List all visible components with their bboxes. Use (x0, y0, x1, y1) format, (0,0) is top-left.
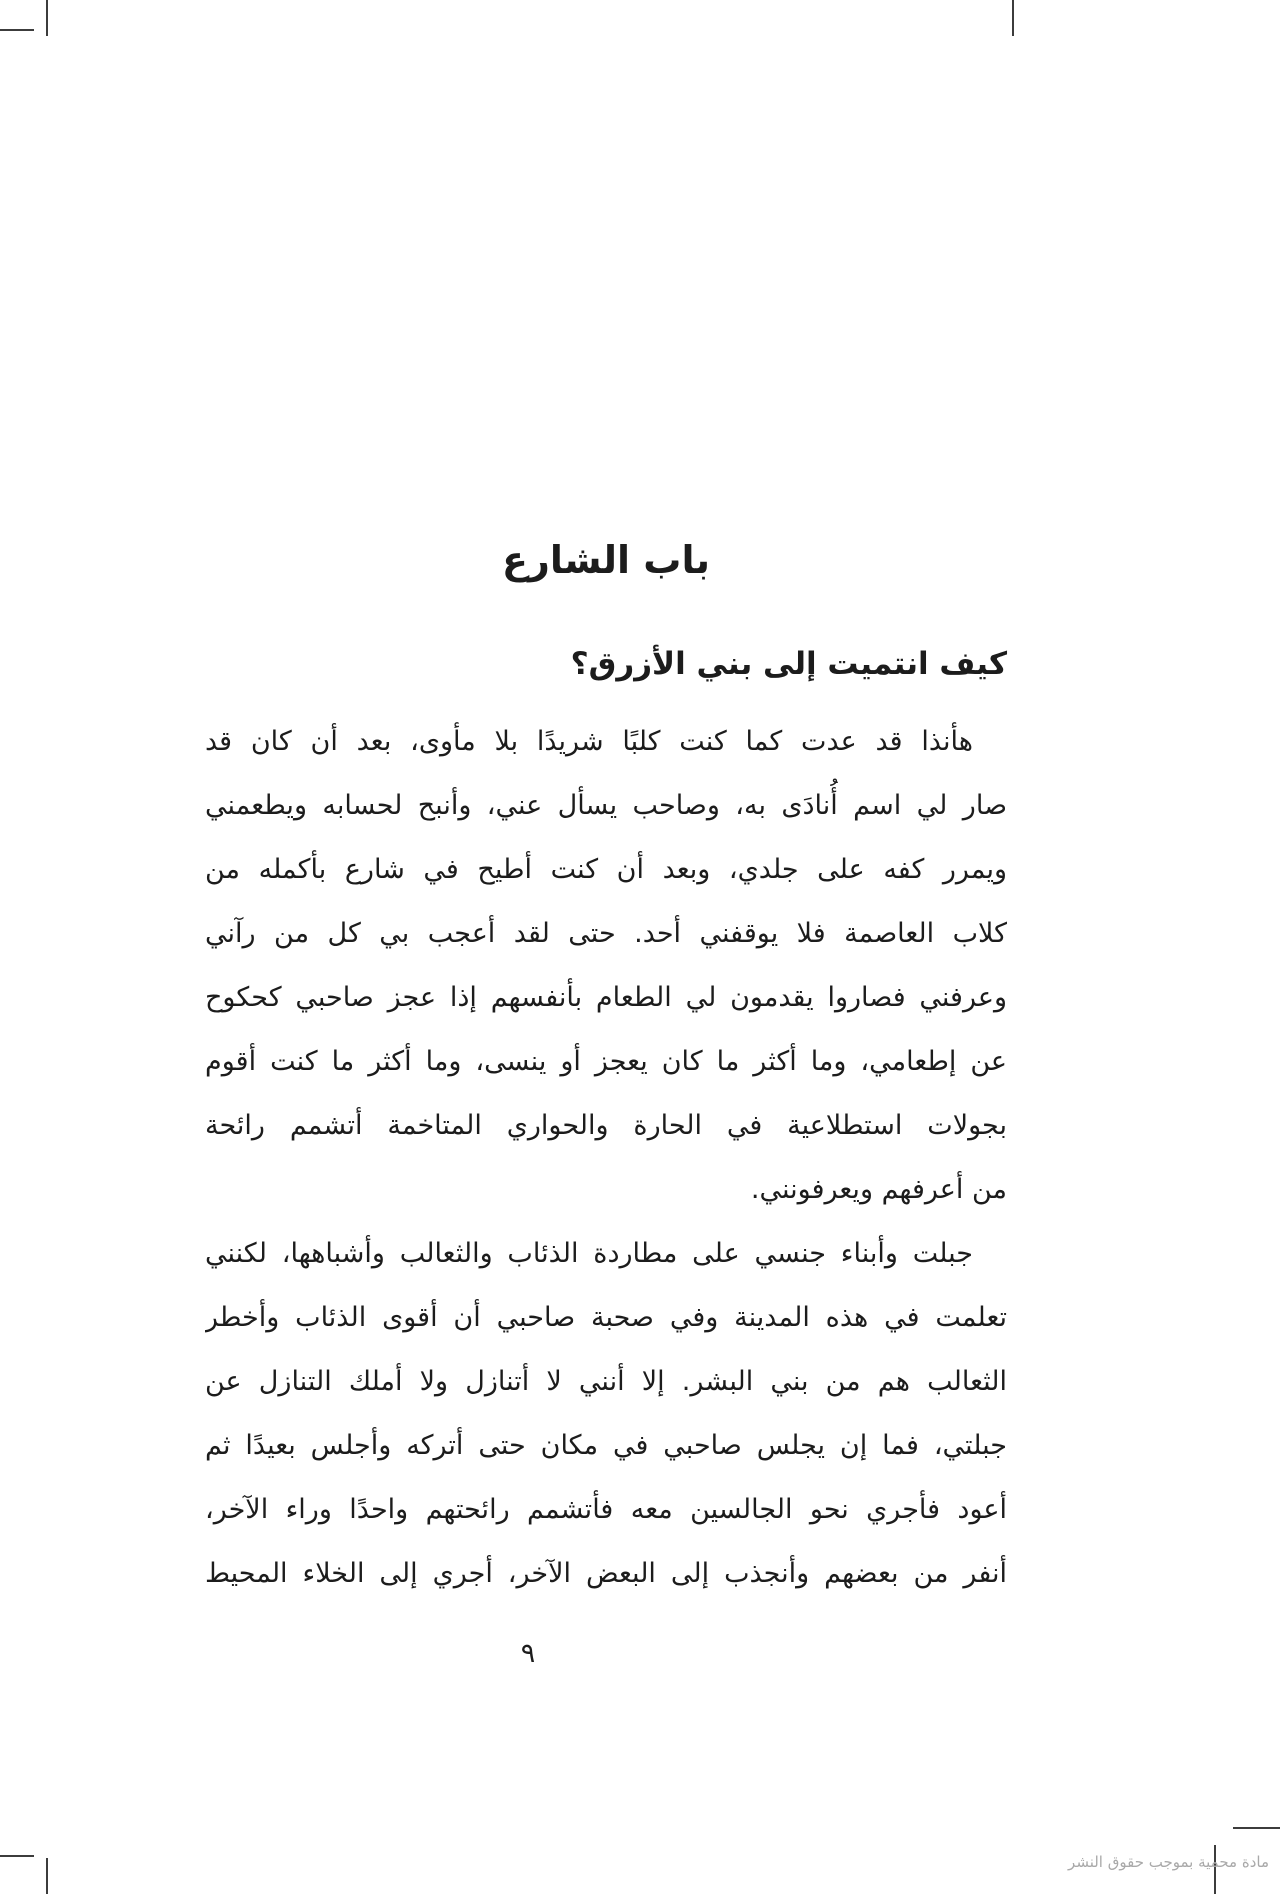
text-line: بجولات استطلاعية في الحارة والحواري المتاخمة أتشمم رائحة (205, 1110, 1007, 1141)
text-line: صار لي اسم أُنادَى به، وصاحب يسأل عني، وأنبح لحسابه ويطعمني (205, 790, 1007, 821)
text-line: كلاب العاصمة فلا يوقفني أحد. حتى لقد أعجب بي كل من رآني (205, 918, 1007, 949)
crop-mark-top-left-horizontal (0, 29, 34, 31)
text-line: وعرفني فصاروا يقدمون لي الطعام بأنفسهم إذا عجز صاحبي كحكوح (205, 982, 1007, 1013)
crop-mark-top-left-vertical (46, 0, 48, 36)
body-text (205, 710, 1007, 1606)
text-line: هأنذا قد عدت كما كنت كلبًا شريدًا بلا مأوى، بعد أن كان قد (205, 726, 973, 757)
crop-mark-bottom-left-vertical (46, 1858, 48, 1894)
copyright-watermark: مادة محمية بموجب حقوق النشر (1068, 1853, 1269, 1871)
crop-mark-top-right-vertical (1012, 0, 1014, 36)
text-line: جبلتي، فما إن يجلس صاحبي في مكان حتى أتركه وأجلس بعيدًا ثم (205, 1430, 1007, 1461)
text-line: أنفر من بعضهم وأنجذب إلى البعض الآخر، أجري إلى الخلاء المحيط (205, 1558, 1007, 1589)
text-line: تعلمت في هذه المدينة وفي صحبة صاحبي أن أقوى الذئاب وأخطر (205, 1302, 1007, 1333)
chapter-title: باب الشارع (501, 538, 711, 582)
text-line: أعود فأجري نحو الجالسين معه فأتشمم رائحتهم واحدًا وراء الآخر، (205, 1494, 1007, 1525)
text-line: عن إطعامي، وما أكثر ما كان يعجز أو ينسى، وما أكثر ما كنت أقوم (205, 1046, 1007, 1077)
text-line: من أعرفهم ويعرفونني. (750, 1174, 1007, 1205)
paragraph (205, 710, 1007, 1222)
paragraph (205, 1222, 1007, 1606)
text-line: الثعالب هم من بني البشر. إلا أنني لا أتنازل ولا أملك التنازل عن (205, 1366, 1007, 1397)
page-number: ٩ (520, 1638, 536, 1669)
section-heading: كيف انتميت إلى بني الأزرق؟ (570, 646, 1007, 682)
crop-mark-bottom-right-horizontal (1233, 1827, 1280, 1829)
crop-mark-bottom-left-horizontal (0, 1855, 34, 1857)
text-line: جبلت وأبناء جنسي على مطاردة الذئاب والثعالب وأشباهها، لكنني (205, 1238, 973, 1269)
text-line: ويمرر كفه على جلدي، وبعد أن كنت أطيح في شارع بأكمله من (205, 854, 1007, 885)
